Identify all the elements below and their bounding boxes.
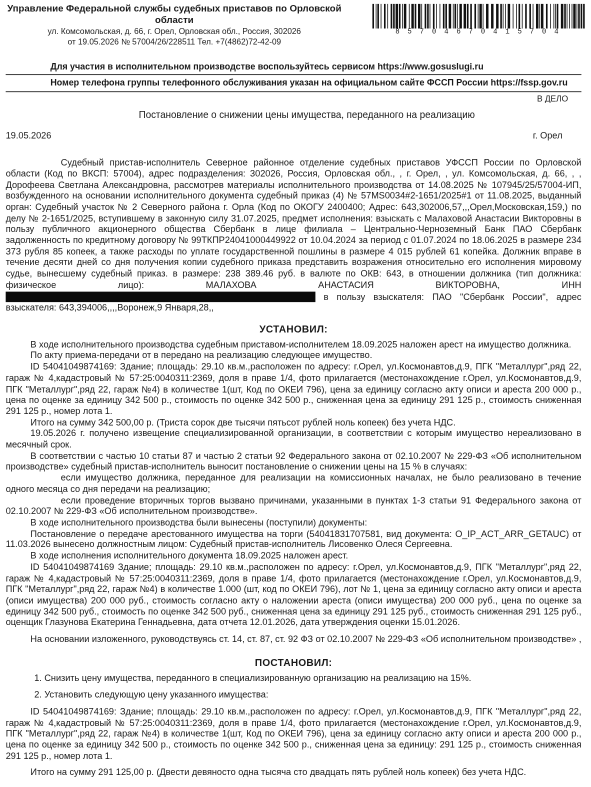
document-header [6,0,582,59]
barcode-bar [425,4,427,29]
barcode-bar [404,4,406,29]
barcode-bar [536,4,538,29]
barcode-bar [541,4,543,29]
barcode-bar [470,4,472,29]
barcode-bar [430,4,431,29]
barcode-bar [464,4,466,29]
ordered-body [6,673,582,779]
barcode-bar [572,4,573,29]
barcode-bar [387,4,388,29]
barcode-bar [569,4,570,29]
barcode-bar [418,4,420,29]
section-established-heading: УСТАНОВИЛ: [259,323,328,336]
ordered-paragraph: Итого на сумму 291 125,00 р. (Двести девяносто одна тысяча сто двадцать пять рублей ноль копеек) без учета НДС. [30,768,527,779]
barcode-bar [411,4,413,29]
established-paragraph: Постановление о передаче арестованного имущества на торги (54041831707581, вид документа: O_IP_ACT_ARR_GETAUC) от 11.03.2026 вынесено должностным лицом: Судебный пристав-исполнитель Лисовенко Олеся Сергеевна. [5,528,582,551]
ordered-item: 2. Установить следующую цену указанного имущества: [34,689,269,701]
barcode-bar [491,4,493,29]
barcode-number: 8 5 7 0 4 6 7 0 4 1 5 7 0 4 [395,28,561,37]
barcode-bar [454,4,456,29]
barcode-bar [421,4,422,29]
header-org-name: Управление Федеральной службы судебных приставов по Орловской области [7,3,342,26]
barcode-bar [459,4,461,29]
preamble-paragraph [6,158,582,315]
barcode-bar [505,4,506,29]
ordered-paragraph: ID 54041049874169: Здание; площадь: 29.10 кв.м.,расположен по адресу: г.Орел, ул.Космонавтов,д.9, ПГК "Металлург",ряд 22, гараж № 4,кадастровый № 57:25:0040311:2369, доля в праве 1/4, фото прилагается (местонахождение г.Орел, ул.Космонавтов,д.9, ПГК "Металлург",ряд 22, гараж №4) в количестве 1(шт, Код по ОКЕИ 796), цена за единицу согласно акту описи и ареста 200 000 р., цена по оценке за единицу 342 500 р., стоимость по оценке 342 500 р., сниженная цена за единицу: 291 125 р., стоимость сниженная 291 125 р., номер лота 1. [5,706,582,762]
divider [6,91,582,92]
barcode-bar [449,4,451,29]
barcode-bar [457,4,458,29]
barcode-bar [453,4,454,29]
barcode-bar [577,4,578,29]
barcode-bar [483,4,484,29]
barcode-bar [583,4,585,29]
barcode-bar [396,4,398,29]
barcode-bar [496,4,498,29]
barcode-bar [564,4,566,29]
date-place-row [6,131,582,142]
barcode-bar [377,4,379,29]
document-place: г. Орел [532,131,563,142]
ordered-item: 1. Снизить цену имущества, переданного в специализированную организацию на реализацию на 15%. [34,673,472,684]
barcode-bar [436,4,437,29]
established-paragraph: В ходе исполнения исполнительного документа 18.09.2025 наложен арест. [30,551,349,562]
barcode-bar [508,4,510,29]
barcode-bar [581,4,583,29]
barcode-bar [561,4,563,29]
barcode-bar [443,4,445,29]
phone-notice: Номер телефона группы телефонного обслуживания указан на официальном сайте ФССП России https://fssp.gov.ru [50,77,568,88]
barcode [371,4,586,37]
barcode-bar [546,4,548,29]
preamble-text-2: в пользу взыскателя: ПАО "Сбербанк России", адрес взыскателя: 643,394006,,,,Воронеж,9 Января,28,, [5,292,582,314]
barcode-bar [409,4,410,29]
established-paragraph: В ходе исполнительного производства были вынесены (поступили) документы: [30,517,368,529]
barcode-bar [513,4,514,29]
barcode-bar [427,4,429,29]
barcode-bar [381,4,382,29]
barcode-bar [500,4,502,29]
established-paragraph: 19.05.2026 г. получено извещение специализированной организации, в соответствии с которым имущество нереализовано в месячный срок. [5,428,582,451]
barcode-bar [391,4,393,29]
barcode-bar [372,4,374,29]
barcode-bar [533,4,534,29]
barcode-bar [445,4,447,29]
established-body [6,340,582,646]
barcode-bar [516,4,517,29]
barcode-bar [399,4,401,29]
barcode-bar [519,4,521,29]
barcode-bar [474,4,476,29]
barcode-bar [522,4,523,29]
barcode-bar [529,4,531,29]
divider [6,75,582,76]
barcode-bar [433,4,435,29]
preamble-text-1: Судебный пристав-исполнитель Северное районное отделение судебных приставов УФССП России по Орловской области (Код по ВКСП: 57004), адрес подразделения: 302026, Россия, Орловская обл., , г. Орел, , ул. Комсомольская, д. 66, , , Дорофеева Светлана Александровна, рассмотрев материалы исполнительного производства от 14.08.2025 № 107945/25/57004-ИП, возбужденного на основании исполнительного документа судебный приказ (4) № 57MS0034#2-1651/2025#1 от 11.08.2025, выданный орган: Судебный участок № 2 Северного района г. Орла (Код по ОКОГУ 2400400; Адрес: 643,302006,57,,,Орел,Московская,159,) по делу № 2-1651/2025, вступившему в законную силу 31.07.2025, предмет исполнения: взыскать с Малаховой Анастасии Викторовны в пользу публичного акционерного общества Сбербанк в лице филиала – Центрально-Черноземный Банк ПАО Сбербанк задолженность по кредитному договору № 99ТКПР24041000449922 от 10.04.2024 за период с 01.07.2024 по 18.06.2025 в размере 234 373 рубля 85 копеек, а также расходы по уплате государственной пошлины в размере 4 015 рублей 61 копейка. Должник вправе в течение десяти дней со дня получения копии судебного приказа представить возражения относительно его исполнения мировому судье, вынесшему судебный приказ. в размере: 238 389.46 руб. в валюте по ОКВ: 643, в отношении должника (тип должника: физическое лицо): МАЛАХОВА АНАСТАСИЯ ВИКТОРОВНА, ИНН [5,157,582,291]
document-date: 19.05.2026 [5,131,52,142]
established-paragraph: если имущество должника, переданное для реализации на комиссионных началах, не было реализовано в течение одного месяца со дня передачи на реализацию; [5,473,582,495]
barcode-bar [557,4,559,29]
barcode-bar [555,4,556,29]
header-org-block [6,0,343,47]
barcode-bar [567,4,568,29]
barcode-bar [503,4,504,29]
established-paragraph: Итого на сумму 342 500,00 р. (Триста сорок две тысячи пятьсот рублей ноль копеек) без учета НДС. [30,417,456,429]
barcode-bar [440,4,441,29]
barcode-bar [539,4,540,29]
barcode-bar [525,4,527,29]
barcode-bar [553,4,554,29]
barcode-bar [376,4,377,29]
barcode-bar [478,4,479,29]
section-ordered-heading: ПОСТАНОВИЛ: [254,657,333,669]
barcode-bar [415,4,417,29]
barcode-bars [371,4,586,29]
barcode-bar [467,4,469,29]
header-phone-line: от 19.05.2026 № 57004/26/228511 Тел. +7(4862)72-42-09 [67,36,282,47]
redaction-block [6,291,316,301]
barcode-bar [479,4,481,29]
established-paragraph: ID 54041049874169: Здание; площадь: 29.10 кв.м.,расположен по адресу: г.Орел, ул.Космонавтов,д.9, ПГК "Металлург",ряд 22, гараж № 4,кадастровый № 57:25:0040311:2369, доля в праве 1/4, фото прилагается (местонахождение г.Орел, ул.Космонавтов,д.9, ПГК "Металлург",ряд 22, гараж №4) в количестве 1(шт, Код по ОКЕИ 796), цена за единицу согласно акту описи и ареста 200 000 р., цена по оценке за единицу 342 500 р., стоимость по оценке 342 500 р., сниженная цена за единицу 291 125 р., стоимость сниженная 291 125 р., номер лота 1. [5,362,582,418]
document-title: Постановление о снижении цены имущества, переданного на реализацию [138,109,475,121]
established-paragraph: если проведение вторичных торгов вызвано причинами, указанными в пунктах 1-3 статьи 91 Федерального закона от 02.10.2007 № 229-ФЗ «Об исполнительном производстве». [5,495,582,518]
barcode-bar [573,4,575,29]
established-paragraph: В соответствии с частью 10 статьи 87 и частью 2 статьи 92 Федерального закона от 02.10.2007 № 229-ФЗ «Об исполнительном производстве» судебный пристав-исполнитель выносит постановление о снижении цены на 15 % в случаях: [5,451,582,473]
established-paragraph: В ходе исполнительного производства судебным приставом-исполнителем 18.09.2025 наложен арест на имущество должника. [30,339,572,351]
barcode-bar [402,4,403,29]
header-address: ул. Комсомольская, д. 66, г. Орел, Орловская обл., Россия, 302026 [47,26,301,37]
barcode-bar [393,4,395,29]
established-paragraph: ID 54041049874169 Здание; площадь: 29.10 кв.м.,расположен по адресу: г.Орел, ул.Космонавтов,д.9, ПГК "Металлург",ряд 22, гараж № 4,кадастровый № 57:25:0040311:2369, доля в праве 1/4, фото прилагается (местонахождение г.Орел, ул.Космонавтов,д.9, ПГК "Металлург",ряд 22, гараж №4) в количестве 1.000 (шт, код по ОКЕИ 796), лот № 1, цена за единицу согласно акту описи и ареста (описи имущества) 200 000 руб., стоимость согласно акту о наложении ареста (описи имущества) 200 000 руб., цена по оценке за единицу 342 500 руб., стоимость по оценке 342 500 руб., сниженная цена за единицу 291 125 руб., стоимость сниженная 291 125 руб., оценщик Глазунова Екатерина Геннадьевна, дата отчета 12.01.2026, дата утверждения оценки 15.01.2026. [5,562,582,629]
in-delo-mark: В ДЕЛО [536,93,569,104]
barcode-bar [550,4,551,29]
barcode-bar [486,4,488,29]
barcode-bar [384,4,386,29]
barcode-bar [578,4,580,29]
gosuslugi-notice: Для участия в исполнительном производстве воспользуйтесь сервисом https://www.gosuslugi.ru [50,60,484,72]
established-paragraph: На основании изложенного, руководствуясь ст. 14, ст. 87, ст. 92 ФЗ от 02.10.2007 № 229-ФЗ «Об исполнительном производстве» , [30,634,582,646]
established-paragraph: По акту приема-передачи от в передано на реализацию следующее имущество. [30,350,373,362]
